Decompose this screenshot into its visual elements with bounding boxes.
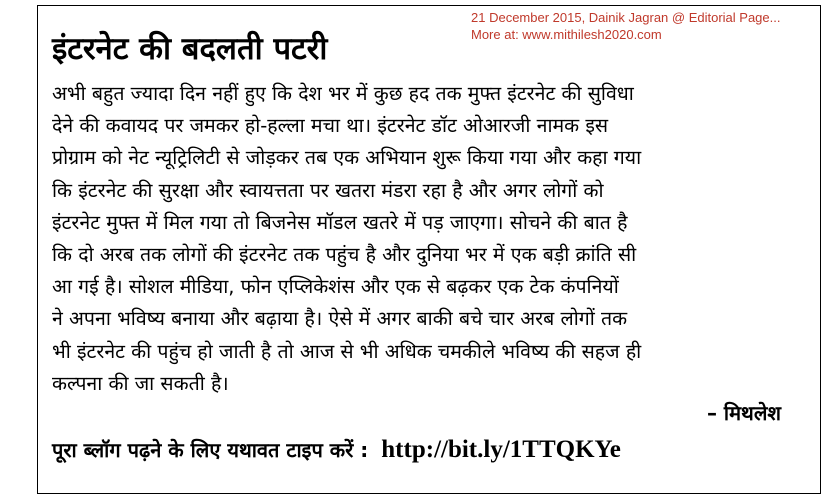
article-body bbox=[52, 78, 772, 400]
body-line: भी इंटरनेट की पहुंच हो जाती है तो आज से भी अधिक चमकीले भविष्य की सहज ही bbox=[52, 339, 642, 363]
publication-date-source: 21 December 2015, Dainik Jagran @ Editorial Page... bbox=[471, 10, 781, 25]
more-at-link[interactable]: More at: www.mithilesh2020.com bbox=[471, 27, 662, 42]
body-line: देने की कवायद पर जमकर हो-हल्ला मचा था। इंटरनेट डॉट ओआरजी नामक इस bbox=[52, 114, 609, 138]
body-line: ने अपना भविष्य बनाया और बढ़ाया है। ऐसे में अगर बाकी बचे चार अरब लोगों तक bbox=[52, 307, 628, 331]
body-line: कल्पना की जा सकती है। bbox=[52, 371, 229, 395]
body-line: इंटरनेट मुफ्त में मिल गया तो बिजनेस मॉडल खतरे में पड़ जाएगा। सोचने की बात है bbox=[52, 210, 628, 234]
body-line: आ गई है। सोशल मीडिया, फोन एप्लिकेशंस और एक से बढ़कर एक टेक कंपनियों bbox=[52, 275, 619, 299]
body-line: कि दो अरब तक लोगों की इंटरनेट तक पहुंच है और दुनिया भर में एक बड़ी क्रांति सी bbox=[52, 243, 637, 267]
read-more-footer bbox=[52, 436, 621, 464]
body-line: अभी बहुत ज्यादा दिन नहीं हुए कि देश भर में कुछ हद तक मुफ्त इंटरनेट की सुविधा bbox=[52, 82, 634, 105]
short-link[interactable]: http://bit.ly/1TTQKYe bbox=[381, 436, 621, 463]
author-signature: – मिथलेश bbox=[706, 401, 781, 425]
article-title: इंटरनेट की बदलती पटरी bbox=[52, 31, 328, 67]
read-more-prompt: पूरा ब्लॉग पढ़ने के लिए यथावत टाइप करें : bbox=[52, 438, 369, 462]
body-line: कि इंटरनेट की सुरक्षा और स्वायत्तता पर खतरा मंडरा रहा है और अगर लोगों को bbox=[52, 178, 604, 202]
body-line: प्रोग्राम को नेट न्यूट्रिलिटी से जोड़कर तब एक अभियान शुरू किया गया और कहा गया bbox=[52, 146, 642, 170]
publication-meta bbox=[471, 9, 780, 43]
